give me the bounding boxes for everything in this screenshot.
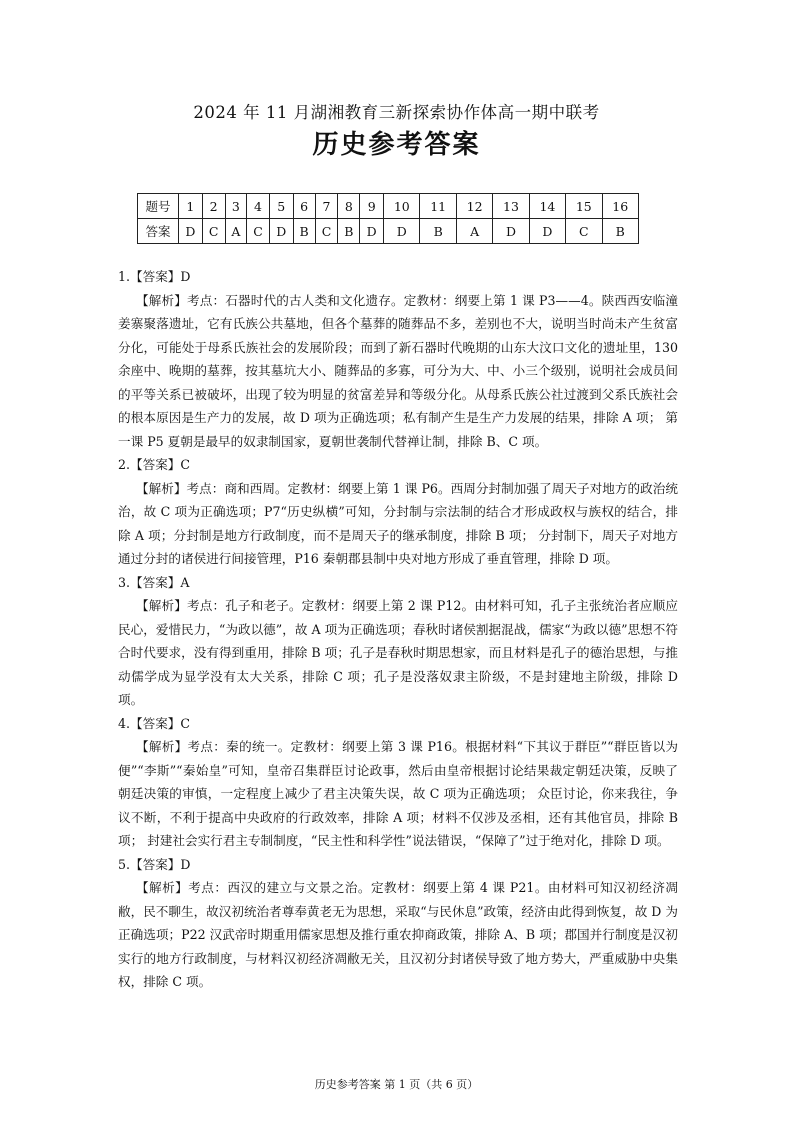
answer-line: 4.【答案】C [118, 715, 191, 731]
table-cell: 3 [225, 194, 247, 219]
table-cell: B [420, 219, 456, 244]
explanation: 【解析】考点：孔子和老子。定教材：纲要上第 2 课 P12。由材料可知，孔子主张统治者应顺应民心，爱惜民力，“为政以德”，故 A 项为正确选项；春秋时诸侯割据混战，儒家“为政以德”思想不符合时代要求，没有得到重用，排除 B 项；孔子是春秋时期思想家，而且材料是孔子的德治思想，与推动儒学成为显学没有太大关系，排除 C 项；孔子是没落奴隶主阶级，不是封建地主阶级，排除 D 项。 [118, 598, 678, 707]
page-title: 历史参考答案 [312, 130, 481, 160]
table-cell: D [360, 219, 384, 244]
question-1 [118, 265, 678, 453]
table-row [138, 219, 639, 244]
answer-line: 2.【答案】C [118, 457, 191, 472]
explanation: 【解析】考点：商和西周。定教材：纲要上第 1 课 P6。西周分封制加强了周天子对地方的政治统治，故 C 项为正确选项；P7“历史纵横”可知，分封制与宗法制的结合才形成政权与族权的结合，排除 A 项；分封制是地方行政制度，而不是周天子的继承制度，排除 B 项； 分封制下，周天子对地方通过分封的诸侯进行间接管理，P16 秦朝郡县制中央对地方形成了垂直管理，排除 D 项。 [118, 480, 678, 566]
table-cell: 14 [529, 194, 565, 219]
explanation: 【解析】考点：石器时代的古人类和文化遗存。定教材：纲要上第 1 课 P3——4。陕西西安临潼姜寨聚落遗址，它有氏族公共墓地，但各个墓葬的随葬品不多，差别也不大，说明当时尚未产生贫富分化，可能处于母系氏族社会的发展阶段；而到了新石器时代晚期的山东大汶口文化的遗址里，130 余座中、晚期的墓葬，按其墓坑大小、随葬品的多寡，可分为大、中、小三个级别，说明社会成员间的平等关系已被破坏，出现了较为明显的贫富差异和等级分化。从母系氏族公社过渡到父系氏族社会的根本原因是生产力的发展，故 D 项为正确选项；私有制产生是生产力发展的结果，排除 A 项； 第一课 P5 夏朝是最早的奴隶制国家，夏朝世袭制代替禅让制，排除 B、C 项。 [118, 292, 678, 449]
table-cell: 7 [315, 194, 338, 219]
table-cell: 10 [384, 194, 420, 219]
table-cell: 8 [338, 194, 360, 219]
explanation: 【解析】考点：秦的统一。定教材：纲要上第 3 课 P16。根据材料“下其议于群臣”“群臣皆以为便”“李斯”“秦始皇”可知，皇帝召集群臣讨论政事，然后由皇帝根据讨论结果裁定朝廷决策，反映了朝廷决策的审慎，一定程度上减少了君主决策失误，故 C 项为正确选项； 众臣讨论，你来我往，争议不断，不利于提高中央政府的行政效率，排除 A 项；材料不仅涉及丞相，还有其他官员，排除 B 项； 封建社会实行君主专制制度，“民主性和科学性”说法错误，“保障了”过于绝对化，排除 D 项。 [118, 739, 678, 848]
table-cell: B [338, 219, 360, 244]
table-cell: D [179, 219, 203, 244]
row-label-answer: 答案 [138, 219, 179, 244]
answer-line: 5.【答案】D [118, 856, 191, 872]
table-cell: 6 [293, 194, 315, 219]
table-cell: 16 [602, 194, 639, 219]
exam-title: 2024 年 11 月湖湘教育三新探索协作体高一期中联考 [193, 103, 600, 122]
row-label-number: 题号 [138, 194, 179, 219]
table-cell: C [566, 219, 602, 244]
table-cell: D [493, 219, 529, 244]
table-cell: 13 [493, 194, 529, 219]
table-cell: C [202, 219, 225, 244]
answer-line: 3.【答案】A [118, 574, 190, 590]
question-4 [118, 712, 678, 853]
table-cell: 5 [269, 194, 293, 219]
table-cell: A [456, 219, 492, 244]
explanation: 【解析】考点：西汉的建立与文景之治。定教材：纲要上第 4 课 P21。由材料可知汉初经济凋敝，民不聊生，故汉初统治者尊奉黄老无为思想，采取“与民休息”政策，经济由此得到恢复，故 D 为正确选项；P22 汉武帝时期重用儒家思想及推行重农抑商政策，排除 A、B 项；郡国并行制度是汉初实行的地方行政制度，与材料汉初经济凋敝无关，且汉初分封诸侯导致了地方势大，严重威胁中央集权，排除 C 项。 [118, 880, 678, 989]
table-cell: D [384, 219, 420, 244]
table-cell: B [293, 219, 315, 244]
table-cell: D [269, 219, 293, 244]
table-cell: 12 [456, 194, 492, 219]
table-cell: 11 [420, 194, 456, 219]
table-cell: D [529, 219, 565, 244]
table-cell: 1 [179, 194, 203, 219]
question-3 [118, 571, 678, 712]
table-cell: 15 [566, 194, 602, 219]
table-cell: A [225, 219, 247, 244]
table-cell: 9 [360, 194, 384, 219]
table-row [138, 194, 639, 219]
table-cell: C [247, 219, 270, 244]
table-cell: C [315, 219, 338, 244]
question-2 [118, 453, 678, 571]
answer-explanations [118, 265, 678, 994]
question-5 [118, 853, 678, 994]
page-footer: 历史参考答案 第 1 页（共 6 页） [314, 1078, 479, 1091]
table-cell: 2 [202, 194, 225, 219]
table-cell: B [602, 219, 639, 244]
answer-table [137, 193, 639, 244]
table-cell: 4 [247, 194, 270, 219]
answer-line: 1.【答案】D [118, 269, 191, 284]
